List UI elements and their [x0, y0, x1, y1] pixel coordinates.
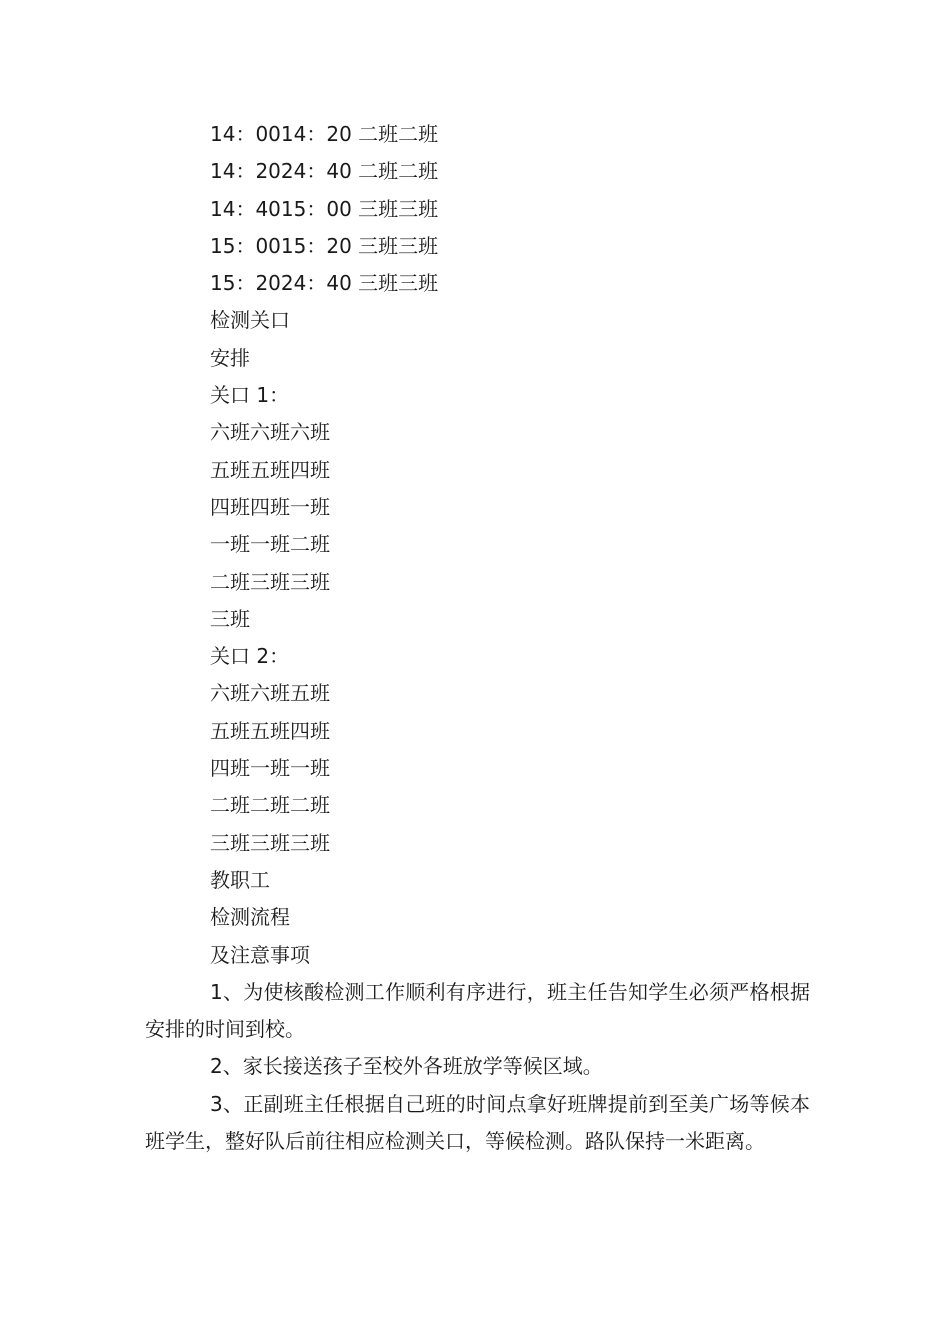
gate1-row: 四班四班一班: [210, 494, 330, 519]
gate2-row: 四班一班一班: [210, 756, 330, 781]
gate1-row: 二班三班三班: [210, 569, 330, 594]
schedule-row: 14：4015：00 三班三班: [210, 196, 439, 221]
gate2-row: 六班六班五班: [210, 681, 330, 706]
process-heading-line2: 及注意事项: [210, 942, 310, 967]
process-heading-line1: 检测流程: [210, 905, 290, 930]
document-body: [145, 116, 810, 1160]
gate1-row: 三班: [210, 606, 250, 631]
checkpoint-heading-line1: 检测关口: [210, 308, 290, 333]
gate2-label: 关口 2：: [210, 644, 290, 669]
gate1-label: 关口 1：: [210, 383, 290, 408]
schedule-row: 15：2024：40 三班三班: [210, 271, 439, 296]
note-paragraph: 1、为使核酸检测工作顺利有序进行，班主任告知学生必须严格根据安排的时间到校。: [145, 979, 810, 1042]
schedule-row: 14：2024：40 二班二班: [210, 159, 439, 184]
gate1-row: 五班五班四班: [210, 457, 330, 482]
gate2-row: 三班三班三班: [210, 830, 330, 855]
note-paragraph: 3、正副班主任根据自己班的时间点拿好班牌提前到至美广场等候本班学生，整好队后前往相应检测关口，等候检测。路队保持一米距离。: [145, 1091, 810, 1154]
note-paragraph: 2、家长接送孩子至校外各班放学等候区域。: [210, 1054, 603, 1079]
gate2-row: 教职工: [210, 867, 270, 892]
gate1-row: 六班六班六班: [210, 420, 330, 445]
schedule-row: 15：0015：20 三班三班: [210, 233, 439, 258]
checkpoint-heading-line2: 安排: [210, 345, 250, 370]
gate2-row: 二班二班二班: [210, 793, 330, 818]
gate2-row: 五班五班四班: [210, 718, 330, 743]
gate1-row: 一班一班二班: [210, 532, 330, 557]
schedule-row: 14：0014：20 二班二班: [210, 122, 439, 146]
